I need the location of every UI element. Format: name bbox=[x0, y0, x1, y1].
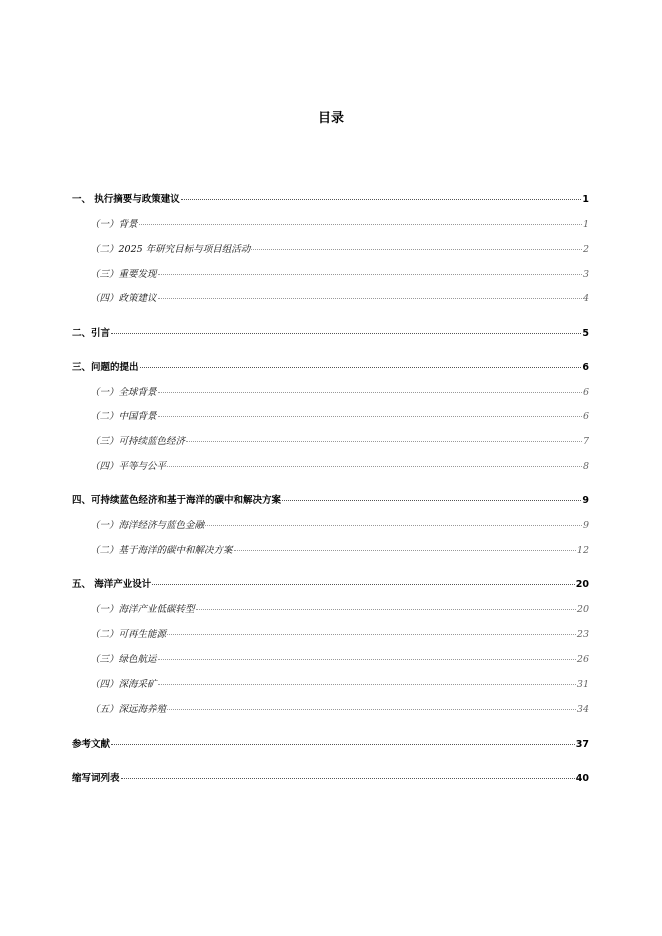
toc-entry-page: 5 bbox=[582, 328, 589, 339]
toc-entry-label: （五）深远海养殖 bbox=[90, 704, 167, 715]
toc-entry-page: 20 bbox=[576, 604, 589, 615]
toc-entry-label: 二、引言 bbox=[72, 328, 111, 339]
toc-entry-page: 1 bbox=[582, 219, 589, 230]
toc-entry-subsection[interactable] bbox=[90, 628, 589, 642]
toc-entry-label: 四、可持续蓝色经济和基于海洋的碳中和解决方案 bbox=[72, 495, 282, 506]
toc-entry-label: （三）可持续蓝色经济 bbox=[90, 436, 186, 447]
dot-leader bbox=[111, 744, 575, 745]
dot-leader bbox=[251, 249, 582, 250]
dot-leader bbox=[158, 684, 576, 685]
toc-entry-subsection[interactable] bbox=[90, 218, 589, 232]
toc-entry-subsection[interactable] bbox=[90, 292, 589, 306]
dot-leader bbox=[167, 709, 576, 710]
dot-leader bbox=[121, 778, 575, 779]
toc-entry-label: （四）平等与公平 bbox=[90, 461, 167, 472]
toc-entry-label: （四）深海采矿 bbox=[90, 679, 157, 690]
dot-leader bbox=[181, 199, 582, 200]
toc-entry-label: （一）海洋经济与蓝色金融 bbox=[90, 520, 205, 531]
toc-entry-subsection[interactable] bbox=[90, 544, 589, 558]
dot-leader bbox=[152, 584, 574, 585]
toc-entry-subsection[interactable] bbox=[90, 678, 589, 692]
toc-entry-section-5[interactable] bbox=[72, 578, 589, 592]
toc-entry-label: 三、问题的提出 bbox=[72, 362, 139, 373]
toc-entry-page: 8 bbox=[582, 461, 589, 472]
toc-entry-subsection[interactable] bbox=[90, 386, 589, 400]
dot-leader bbox=[158, 392, 582, 393]
toc-entry-label: （二）基于海洋的碳中和解决方案 bbox=[90, 545, 233, 556]
toc-entry-page: 7 bbox=[582, 436, 589, 447]
toc-entry-label: （一）海洋产业低碳转型 bbox=[90, 604, 195, 615]
toc-entry-label: 五、 海洋产业设计 bbox=[72, 579, 152, 590]
toc-entry-page: 20 bbox=[575, 579, 589, 590]
dot-leader bbox=[167, 634, 576, 635]
toc-entry-page: 3 bbox=[582, 269, 589, 280]
toc-entry-label: 参考文献 bbox=[72, 739, 111, 750]
toc-entry-section-2[interactable] bbox=[72, 327, 589, 341]
toc-entry-page: 6 bbox=[582, 362, 589, 373]
dot-leader bbox=[186, 441, 582, 442]
toc-entry-label: （二）中国背景 bbox=[90, 411, 157, 422]
toc-entry-subsection[interactable] bbox=[90, 603, 589, 617]
toc-entry-subsection[interactable] bbox=[90, 410, 589, 424]
toc-entry-subsection[interactable] bbox=[90, 703, 589, 717]
toc-entry-abbreviations[interactable] bbox=[72, 772, 589, 786]
toc-entry-page: 9 bbox=[582, 495, 589, 506]
dot-leader bbox=[158, 659, 576, 660]
toc-entry-section-3[interactable] bbox=[72, 361, 589, 375]
toc-entry-references[interactable] bbox=[72, 738, 589, 752]
dot-leader bbox=[167, 466, 582, 467]
toc-entry-page: 6 bbox=[582, 411, 589, 422]
dot-leader bbox=[140, 367, 582, 368]
toc-entry-page: 12 bbox=[576, 545, 589, 556]
dot-leader bbox=[111, 333, 581, 334]
toc-entry-subsection[interactable] bbox=[90, 243, 589, 257]
dot-leader bbox=[205, 525, 582, 526]
toc-entry-label: 一、 执行摘要与政策建议 bbox=[72, 194, 180, 205]
toc-entry-page: 31 bbox=[576, 679, 589, 690]
toc-entry-section-4[interactable] bbox=[72, 494, 589, 508]
toc-entry-label: （三）绿色航运 bbox=[90, 654, 157, 665]
toc-entry-page: 34 bbox=[576, 704, 589, 715]
toc-entry-label: （二）可再生能源 bbox=[90, 629, 167, 640]
dot-leader bbox=[282, 500, 581, 501]
toc-entry-page: 4 bbox=[582, 293, 589, 304]
toc-entry-label: （三）重要发现 bbox=[90, 269, 157, 280]
toc-entry-page: 40 bbox=[575, 773, 589, 784]
toc-entry-label: （二）2025 年研究目标与项目组活动 bbox=[90, 244, 251, 255]
dot-leader bbox=[158, 416, 582, 417]
dot-leader bbox=[234, 550, 576, 551]
toc-entry-subsection[interactable] bbox=[90, 268, 589, 282]
toc-entry-page: 23 bbox=[576, 629, 589, 640]
toc-entry-label: 缩写词列表 bbox=[72, 773, 120, 784]
toc-entry-subsection[interactable] bbox=[90, 519, 589, 533]
toc-entry-page: 1 bbox=[582, 194, 589, 205]
toc-entry-label: （一）全球背景 bbox=[90, 387, 157, 398]
toc-entry-page: 6 bbox=[582, 387, 589, 398]
page-title: 目录 bbox=[317, 111, 344, 126]
toc-entry-page: 9 bbox=[582, 520, 589, 531]
toc-entry-label: （四）政策建议 bbox=[90, 293, 157, 304]
toc-entry-page: 2 bbox=[582, 244, 589, 255]
dot-leader bbox=[196, 609, 576, 610]
toc-entry-subsection[interactable] bbox=[90, 435, 589, 449]
dot-leader bbox=[158, 274, 582, 275]
toc-entry-subsection[interactable] bbox=[90, 460, 589, 474]
toc-entry-label: （一）背景 bbox=[90, 219, 138, 230]
toc-entry-page: 37 bbox=[575, 739, 589, 750]
dot-leader bbox=[158, 298, 582, 299]
toc-entry-section-1[interactable] bbox=[72, 193, 589, 207]
toc-entry-page: 26 bbox=[576, 654, 589, 665]
toc-entry-subsection[interactable] bbox=[90, 653, 589, 667]
dot-leader bbox=[139, 224, 582, 225]
